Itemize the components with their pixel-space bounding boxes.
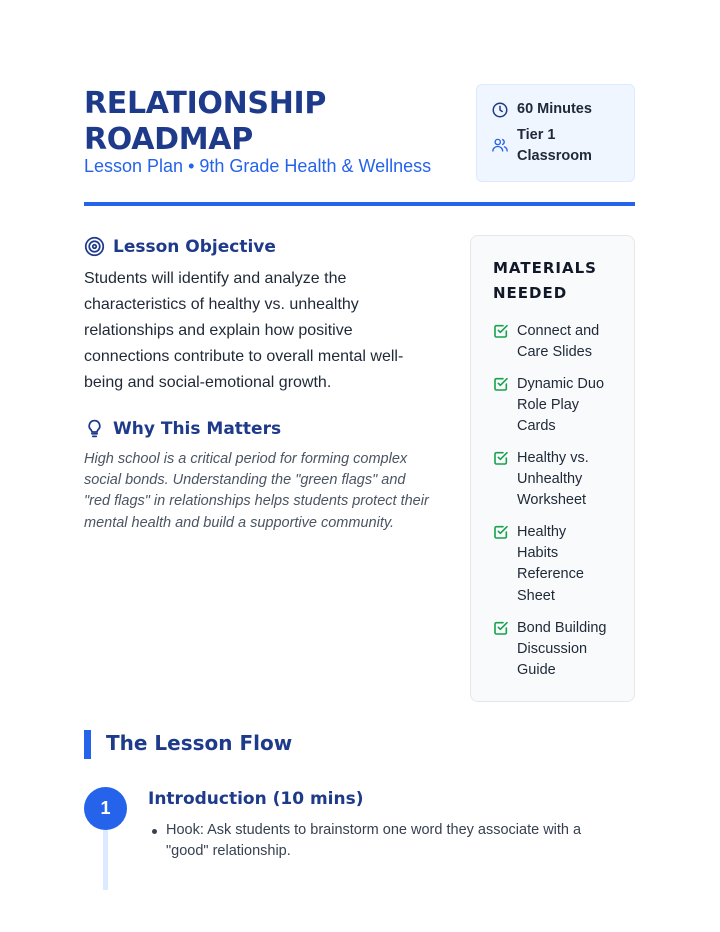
why-title: Why This Matters xyxy=(113,418,282,439)
duration-text: 60 Minutes xyxy=(517,101,592,117)
why-text: High school is a critical period for forming complex social bonds. Understanding the "green flags" and "red flags" in relationships helps students protect their mental health and build a supportive community. xyxy=(84,451,429,531)
material-label: Healthy vs. Unhealthy Worksheet xyxy=(517,450,589,509)
page-subtitle: Lesson Plan • 9th Grade Health & Wellness xyxy=(84,156,432,176)
check-square-icon xyxy=(493,323,509,339)
target-icon xyxy=(84,236,105,257)
lesson-info-box xyxy=(476,84,635,182)
step-bullet: Hook: Ask students to brainstorm one word they associate with a "good" relationship. xyxy=(166,820,616,862)
materials-title: MATERIALS NEEDED xyxy=(493,259,597,302)
material-item xyxy=(493,618,618,682)
setting-row xyxy=(491,125,621,167)
material-item xyxy=(493,321,618,363)
step-title: Introduction (10 mins) xyxy=(148,789,364,809)
timeline-line xyxy=(103,828,108,890)
header-divider xyxy=(84,202,635,206)
material-item xyxy=(493,374,618,438)
material-label: Bond Building Discussion Guide xyxy=(517,620,607,679)
users-icon xyxy=(491,136,509,154)
step-bullet-list xyxy=(166,820,616,862)
material-label: Connect and Care Slides xyxy=(517,323,600,361)
step-number-badge: 1 xyxy=(84,787,127,830)
check-square-icon xyxy=(493,450,509,466)
check-square-icon xyxy=(493,620,509,636)
objective-heading xyxy=(84,236,276,257)
lesson-flow-title: The Lesson Flow xyxy=(106,731,293,755)
objective-title: Lesson Objective xyxy=(113,236,276,257)
clock-icon xyxy=(491,101,509,119)
material-item xyxy=(493,522,618,607)
objective-text: Students will identify and analyze the characteristics of healthy vs. unhealthy relationships and explain how positive connections contribute to overall mental well-being and social-emotional growth. xyxy=(84,270,404,391)
material-label: Healthy Habits Reference Sheet xyxy=(517,524,584,604)
setting-text: Tier 1 Classroom xyxy=(517,127,592,164)
duration-row xyxy=(491,99,592,120)
material-label: Dynamic Duo Role Play Cards xyxy=(517,376,605,435)
materials-panel xyxy=(470,235,635,702)
material-item xyxy=(493,448,618,512)
why-heading xyxy=(84,418,281,439)
check-square-icon xyxy=(493,524,509,540)
page-title: RELATIONSHIP ROADMAP xyxy=(84,86,327,157)
lightbulb-icon xyxy=(84,418,105,439)
section-accent-bar xyxy=(84,730,91,759)
check-square-icon xyxy=(493,376,509,392)
